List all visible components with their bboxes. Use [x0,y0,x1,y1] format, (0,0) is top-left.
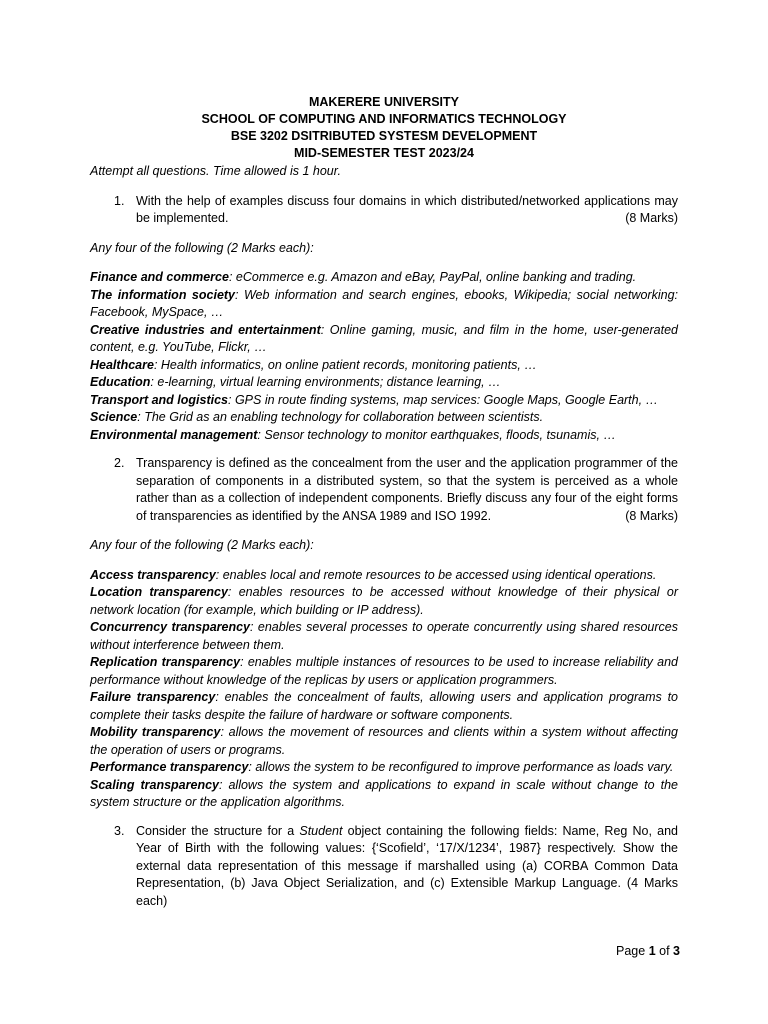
answer-term: Replication transparency [90,655,241,669]
page-number [610,943,680,961]
answer-list-1 [90,269,678,444]
answer-item [90,427,678,445]
answer-item [90,759,678,777]
question-1 [90,193,678,228]
document-header [90,94,678,162]
answer-item [90,287,678,322]
answer-text: : eCommerce e.g. Amazon and eBay, PayPal, online banking and trading. [228,270,637,284]
answer-intro: Any four of the following (2 Marks each): [90,538,314,552]
answer-text: : allows the system and applications to expand in scale without change to the system structure or the application algorithms. [90,777,678,809]
question-text-end: object containing the following fields: Name, Reg No, and Year of Birth with the following values: {‘Scofield’, ‘17/X/1234’, 1987} respectively. Show the external data representation of this message if marshalled using (a) CORBA Common Data Representation, (b) Java Object Serialization, and (c) Extensible Markup Language. (4 Marks each) [136,823,678,908]
answer-list-2 [90,567,678,812]
answer-item [90,619,678,654]
page-total: 3 [673,944,680,958]
question-number: 1. [114,193,125,208]
answer-text: : The Grid as an enabling technology for collaboration between scientists. [137,410,544,424]
page-current: 1 [648,944,656,958]
answer-text: : enables resources to be accessed without knowledge of their physical or network location (for example, which building or IP address). [90,585,678,617]
answer-term: Mobility transparency [90,725,221,739]
question-marks: (8 Marks) [625,508,678,523]
university-name: MAKERERE UNIVERSITY [308,95,460,109]
answer-item [90,654,678,689]
answer-text: : Web information and search engines, ebooks, Wikipedia; social networking: Facebook, MySpace, … [90,287,678,319]
answer-term: Concurrency transparency [90,620,251,634]
answer-term: Scaling transparency [90,777,219,792]
answer-term: Location transparency [90,585,228,599]
answer-term: The information society [90,287,236,302]
answer-term: Creative industries and entertainment [90,322,321,337]
answer-term: Failure transparency [90,690,216,704]
question-text-emphasis: Student [299,823,343,838]
question-text: Transparency is defined as the concealment from the user and the application programmer of the separation of components in a distributed system, so that the system is perceived as a whole rather than as a collection of independent components. Briefly discuss any four of the eight forms of transparencies as identified by the ANSA 1989 and ISO 1992. [136,456,678,523]
answer-text: : enables the concealment of faults, allowing users and application programs to complete their tasks despite the failure of hardware or software components. [90,690,679,722]
answer-item [90,584,678,619]
answer-item [90,392,678,410]
answer-text: : GPS in route finding systems, map services: Google Maps, Google Earth, … [228,392,659,407]
document-content [90,94,678,910]
question-text: With the help of examples discuss four domains in which distributed/networked applications may be implemented. [136,193,678,225]
answer-term: Access transparency [90,567,216,582]
answer-text: : enables multiple instances of resources to be used to increase reliability and performance without knowledge of the replicas by users or application programmers. [90,655,678,687]
course-title: BSE 3202 DSITRIBUTED SYSTESM DEVELOPMENT [230,129,538,143]
answer-text: : Health informatics, on online patient records, monitoring patients, … [153,357,537,372]
answer-term: Environmental management [90,427,258,442]
answer-text: : e-learning, virtual learning environments; distance learning, … [150,375,501,389]
question-number: 2. [114,456,125,470]
answer-text: : Sensor technology to monitor earthquakes, floods, tsunamis, … [257,427,616,442]
question-text-start: Consider the structure for a [136,823,300,838]
answer-text: : Online gaming, music, and film in the home, user-generated content, e.g. YouTube, Flickr, … [90,322,678,354]
answer-term: Performance transparency [90,760,249,774]
answer-item [90,357,678,375]
answer-item [90,567,678,585]
instructions: Attempt all questions. Time allowed is 1 hour. [90,164,341,178]
answer-intro: Any four of the following (2 Marks each): [90,240,314,255]
answer-term: Healthcare [90,357,154,372]
answer-term: Transport and logistics [90,392,228,407]
of-word: of [659,944,670,958]
answer-text: : allows the system to be reconfigured to improve performance as loads vary. [248,760,674,774]
answer-text: : enables local and remote resources to be accessed using identical operations. [215,567,657,582]
answer-item [90,374,678,392]
question-number: 3. [114,823,125,838]
page-word: Page [616,944,646,958]
answer-term: Finance and commerce [90,270,229,284]
question-marks: (8 Marks) [625,211,678,225]
answer-item [90,724,678,759]
answer-text: : allows the movement of resources and clients within a system without affecting the operation of users or programs. [90,725,678,757]
question-3 [90,823,678,911]
answer-term: Science [90,410,138,424]
school-name: SCHOOL OF COMPUTING AND INFORMATICS TECHNOLOGY [201,112,567,126]
answer-term: Education [90,375,151,389]
answer-text: : enables several processes to operate concurrently using shared resources without interference between them. [90,620,678,652]
answer-item [90,689,678,724]
answer-item [90,777,678,812]
answer-item [90,322,678,357]
test-title: MID-SEMESTER TEST 2023/24 [294,146,474,160]
question-2 [90,455,678,525]
answer-item [90,409,678,427]
answer-item [90,269,678,287]
